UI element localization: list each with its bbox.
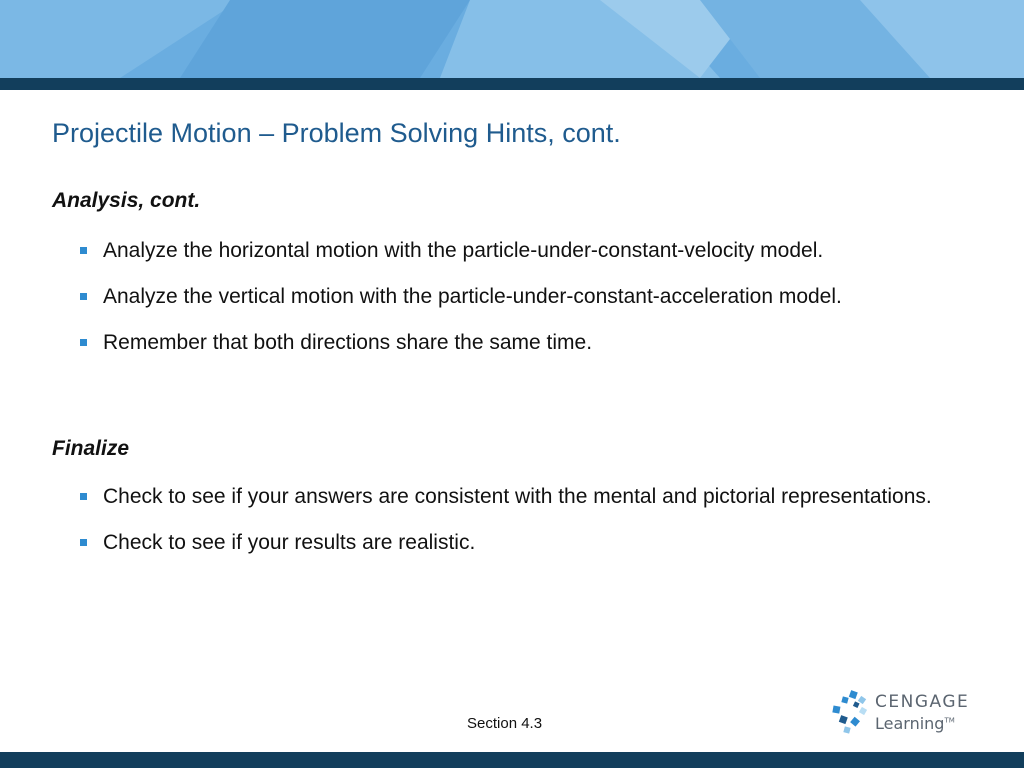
square-bullet-icon	[80, 293, 87, 300]
bullet-list-analysis	[80, 236, 950, 374]
bullet-item	[80, 482, 950, 512]
top-banner	[0, 0, 1024, 78]
bullet-item	[80, 236, 950, 266]
bullet-item	[80, 528, 950, 558]
bottom-rule	[0, 752, 1024, 768]
section-heading-finalize: Finalize	[52, 437, 130, 460]
bullet-text: Analyze the vertical motion with the particle-under-constant-acceleration model.	[103, 285, 842, 308]
bullet-item	[80, 328, 950, 358]
bullet-text: Analyze the horizontal motion with the particle-under-constant-velocity model.	[103, 239, 824, 262]
footer-section-label: Section 4.3	[467, 715, 543, 732]
top-rule	[0, 78, 1024, 90]
bullet-text: Check to see if your answers are consistent with the mental and pictorial representations.	[103, 485, 932, 508]
square-bullet-icon	[80, 247, 87, 254]
section-heading-analysis: Analysis, cont.	[52, 189, 201, 212]
logo-subtitle	[875, 714, 955, 733]
cengage-mark-icon	[830, 690, 870, 738]
bullet-item	[80, 282, 950, 312]
logo-wordmark: CENGAGE	[875, 692, 970, 712]
cengage-learning-logo	[830, 690, 990, 738]
bullet-text: Remember that both directions share the same time.	[103, 331, 593, 354]
logo-sub-text: Learning	[875, 714, 945, 733]
bullet-list-finalize	[80, 482, 950, 574]
square-bullet-icon	[80, 339, 87, 346]
logo-trademark: TM	[944, 716, 955, 725]
square-bullet-icon	[80, 493, 87, 500]
bullet-text: Check to see if your results are realistic.	[103, 531, 476, 554]
banner-pattern	[0, 0, 1024, 78]
square-bullet-icon	[80, 539, 87, 546]
slide-title: Projectile Motion – Problem Solving Hints, cont.	[52, 118, 621, 148]
